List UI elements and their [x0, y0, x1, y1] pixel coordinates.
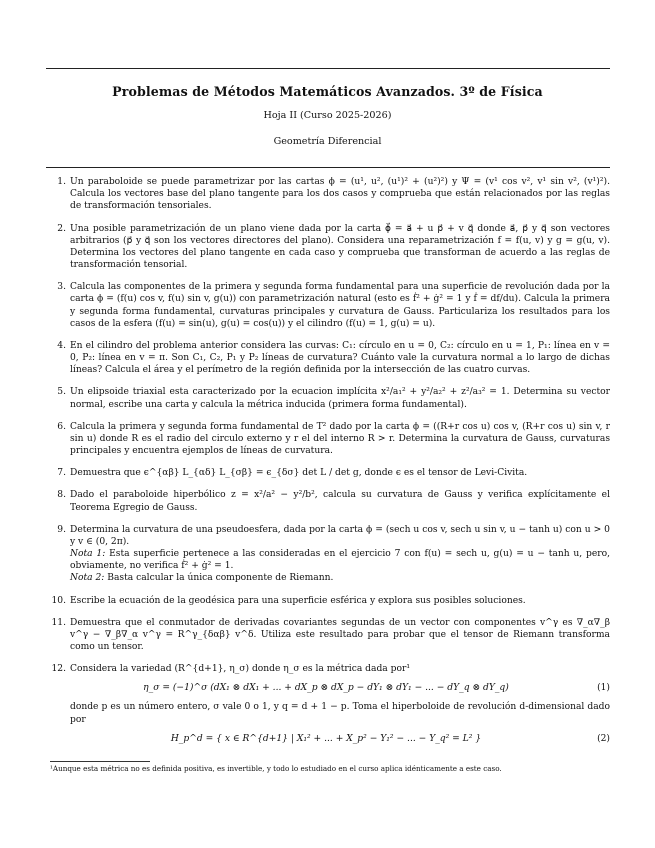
footnote-rule: [50, 761, 150, 762]
problem-number: 4 .: [50, 340, 66, 352]
equation-expression: η_σ = (−1)^σ (dX₁ ⊗ dX₁ + ... + dX_p ⊗ dX_p − dY₁ ⊗ dY₁ − ... − dY_q ⊗ dY_q): [143, 683, 509, 694]
problem-text: Considera la variedad (R^{d+1}, η_σ) donde η_σ es la métrica dada por¹: [70, 664, 410, 675]
problem-number: 5 .: [50, 386, 66, 398]
problem-text: Demuestra que el conmutador de derivadas covariantes segundas de un vector con componentes v^γ es ∇_α∇_β v^γ − ∇_β∇_α v^γ = R^γ_{δαβ} v^δ. Utiliza este resultado para probar que el tensor de Riemann transforma como un tensor.: [70, 617, 610, 652]
problem-9: [50, 524, 610, 585]
top-rule: [46, 68, 610, 69]
problem-4: [50, 340, 610, 377]
problem-number: 6 .: [50, 421, 66, 433]
note-text: Esta superficie pertenece a las consideradas en el ejercicio 7 con f(u) = sech u, g(u) = u − tanh u, pero, obviamente, no verifica ḟ² + ġ² = 1.: [70, 549, 611, 572]
equation-2: [70, 728, 610, 750]
problem-text: Demuestra que ϵ^{αβ} L_{αδ} L_{σβ} = ϵ_{δσ} det L / det g, donde ϵ es el tensor de Levi-Civita.: [70, 468, 528, 479]
problem-number: 7 .: [50, 467, 66, 479]
problem-5: [50, 386, 610, 410]
problem-text: En el cilindro del problema anterior considera las curvas: C₁: círculo en u = 0, C₂: círculo en u = 1, P₁: línea en v = 0, P₂: línea en v = π. Son C₁, C₂, P₁ y P₂ líneas de curvatura? Cuánto vale la curvatura normal a lo largo de dichas líneas? Calcula el área y el perímetro de la región definida por la intersección de las cuatro curvas.: [70, 340, 610, 376]
problem-8: [50, 489, 610, 513]
problem-12: [50, 663, 610, 750]
problem-text: Determina la curvatura de una pseudoesfera, dada por la carta ϕ = (sech u cos v, sech u sin v, u − tanh u) con u > 0 y v ∈ (0, 2π).: [70, 524, 610, 547]
problem-number: 9 .: [50, 524, 66, 536]
problem-11: [50, 617, 610, 654]
problem-text: Calcula las componentes de la primera y segunda forma fundamental para una superficie de revolución dada por la carta ϕ = (f(u) cos v, f(u) sin v, g(u)) con parametrización natural (esto es ḟ² + ġ² = 1 y ḟ = df/du). Calcula la primera y segunda forma fundamental, curvaturas principales y curvatura de Gauss. Particulariza los resultados para los casos de la esfera (f(u) = sin(u), g(u) = cos(u)) y el cilindro (f(u) = 1, g(u) = u).: [70, 282, 610, 329]
note-label: Nota 2:: [70, 573, 105, 584]
problem-number: 2 .: [50, 223, 66, 235]
equation-tag: (2): [597, 733, 610, 744]
equation-tag: (1): [597, 683, 610, 694]
problem-text: Calcula la primera y segunda forma fundamental de T² dado por la carta ϕ = ((R+r cos u) cos v, (R+r cos u) sin v, r sin u) donde R es el radio del circulo externo y r el del interno R > r. Determina la curvatura de Gauss, curvaturas principales y encuentra ejemplos de líneas de curvatura.: [70, 421, 610, 457]
problem-text: Una posible parametrización de un plano viene dada por la carta ϕ⃗ = a⃗ + u p⃗ + v q⃗ donde a⃗, p⃗ y q⃗ son vectores arbitrarios (p⃗ y q⃗ son los vectores directores del plano). Considera una reparametrización f = f(u, v) y g = g(u, v). Determina los vectores del plano tangente en cada caso y comprueba que transforman de acuerdo a las reglas de transformación tensorial.: [70, 223, 610, 271]
problem-text: Dado el paraboloide hiperbólico z = x²/a² − y²/b², calcula su curvatura de Gauss y verifica explícitamente el Teorema Egregio de Gauss.: [70, 490, 610, 513]
problem-text-continued: donde p es un número entero, σ vale 0 o 1, y q = d + 1 − p. Toma el hiperboloide de revolución d-dimensional dado por: [70, 702, 610, 725]
problem-note-1: [70, 548, 610, 572]
problem-list: [50, 176, 610, 760]
problem-1: [50, 176, 610, 213]
problem-number: 8 .: [50, 489, 66, 501]
sheet-subtitle: Hoja II (Curso 2025-2026): [263, 110, 392, 121]
problem-number: 1 .: [50, 176, 66, 188]
problem-7: [50, 467, 610, 479]
problem-number: 3 .: [50, 281, 66, 293]
equation-1: [70, 677, 610, 699]
topic-heading: Geometría Diferencial: [273, 136, 382, 147]
problem-text: Un paraboloide se puede parametrizar por las cartas ϕ = (u¹, u², (u¹)² + (u²)²) y Ψ = (v¹ cos v², v¹ sin v², (v¹)²). Calcula los vectores base del plano tangente para los dos casos y comprueba que están relacionados por las reglas de transformación tensoriales.: [70, 177, 610, 212]
document-title: Problemas de Métodos Matemáticos Avanzados. 3º de Física: [112, 84, 543, 99]
problem-6: [50, 421, 610, 458]
problem-text: Un elipsoide triaxial esta caracterizado por la ecuacion implícita x²/a₁² + y²/a₂² + z²/a₃² = 1. Determina su vector normal, escribe una carta y calcula la métrica inducida (primera forma fundamental).: [70, 387, 610, 410]
problem-number: 11 .: [50, 617, 66, 629]
problem-note-2: [70, 572, 610, 584]
note-label: Nota 1:: [70, 549, 106, 559]
problem-number: 10 .: [50, 595, 66, 607]
problem-10: [50, 595, 610, 607]
problem-number: 12 .: [50, 663, 66, 675]
bottom-rule: [46, 167, 610, 168]
problem-3: [50, 281, 610, 330]
footnote: ¹Aunque esta métrica no es definida positiva, es invertible, y todo lo estudiado en el curso aplica idénticamente a este caso.: [50, 764, 502, 773]
equation-expression: H_p^d = { x ∈ R^{d+1} | X₁² + ... + X_p² − Y₁² − ... − Y_q² = L² }: [170, 733, 482, 744]
problem-2: [50, 223, 610, 272]
problem-text: Escribe la ecuación de la geodésica para una superficie esférica y explora sus posibles soluciones.: [70, 595, 526, 606]
note-text: Basta calcular la única componente de Riemann.: [107, 573, 334, 584]
